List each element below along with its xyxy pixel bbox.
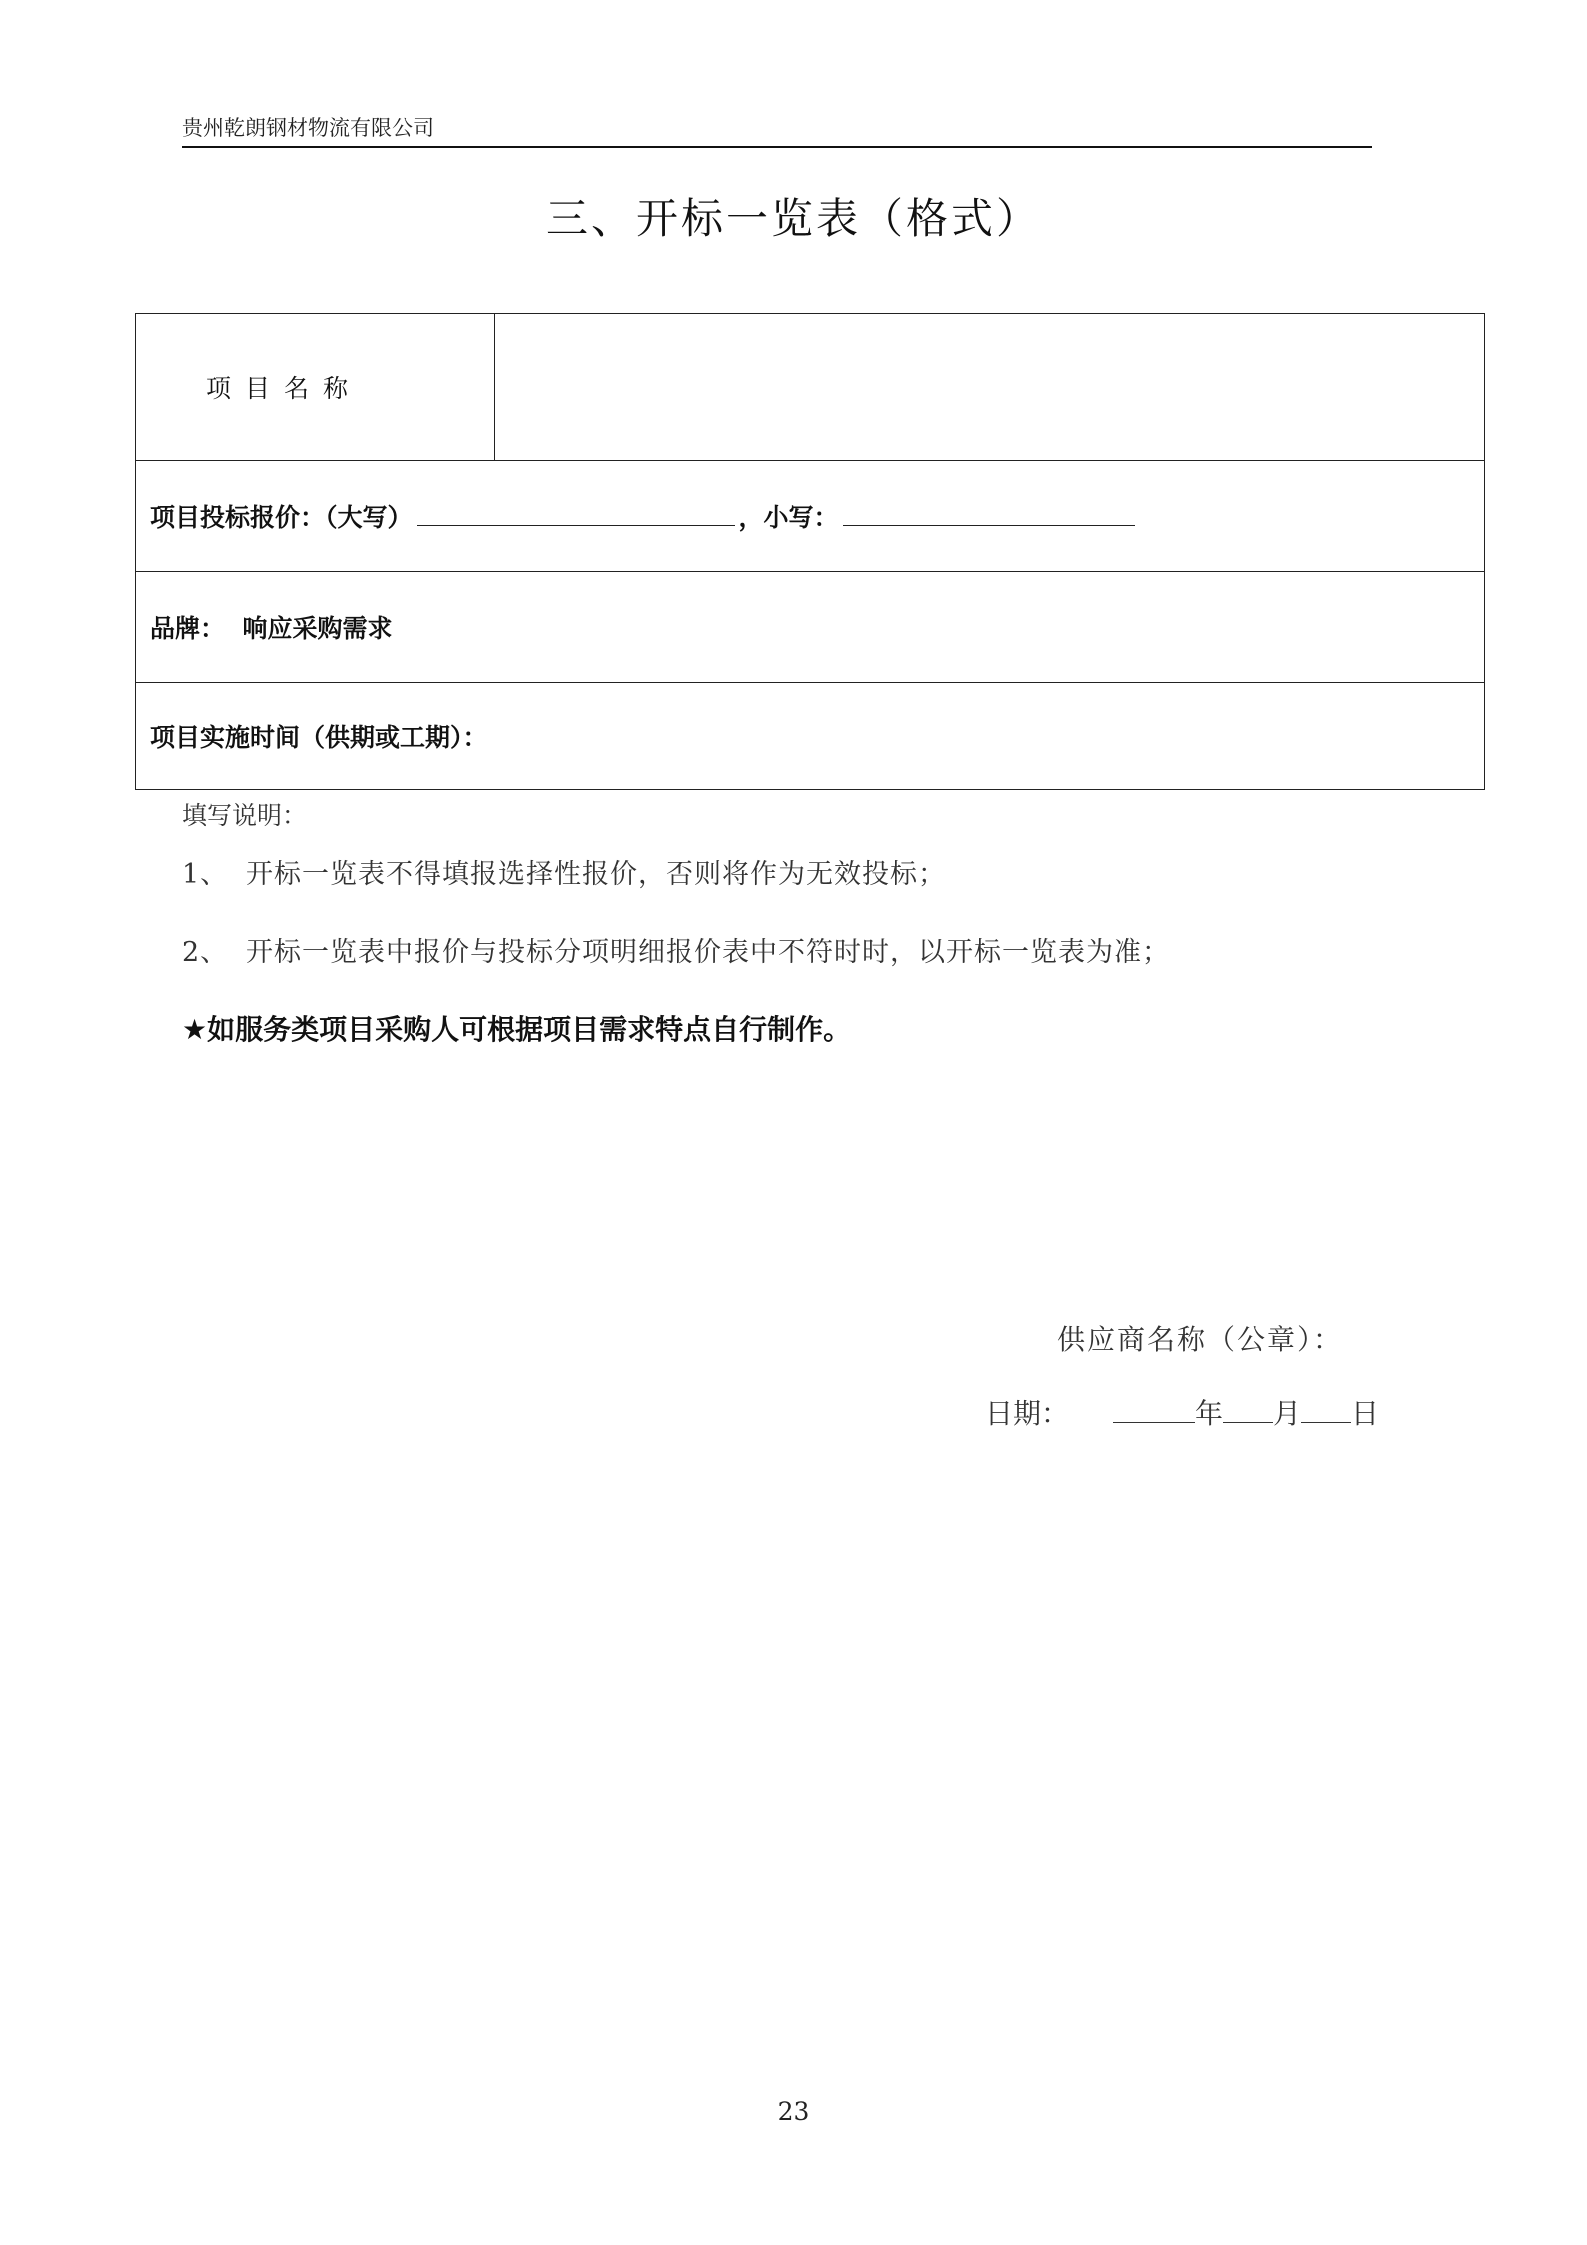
- bid-price-label: 项目投标报价：（大写）: [150, 503, 413, 532]
- bid-price-lowercase-label: ，小写：: [738, 503, 839, 532]
- project-name-input-cell[interactable]: [495, 314, 1485, 461]
- signature-date: [985, 1392, 1379, 1432]
- page-title: 三、开标一览表（格式）: [545, 194, 1041, 243]
- project-name-label-cell: [136, 314, 495, 461]
- note-item-2: [182, 930, 1170, 969]
- schedule-label: 项目实施时间（供期或工期）：: [150, 723, 488, 752]
- year-blank[interactable]: [1113, 1396, 1195, 1423]
- supplier-name-seal-label: 供应商名称（公章）：: [1057, 1323, 1344, 1356]
- note-item-1-text: 开标一览表不得填报选择性报价，否则将作为无效投标；: [246, 859, 946, 890]
- day-blank[interactable]: [1301, 1396, 1351, 1423]
- brand-value: 响应采购需求: [242, 614, 393, 643]
- table-row-schedule: [136, 683, 1485, 790]
- month-blank[interactable]: [1223, 1396, 1273, 1423]
- page-number: 23: [777, 2097, 810, 2126]
- bid-price-uppercase-blank[interactable]: [417, 499, 735, 526]
- table-row-project-name: [136, 314, 1485, 461]
- brand-cell: [136, 572, 1485, 683]
- day-label: 日: [1351, 1397, 1380, 1430]
- year-label: 年: [1195, 1397, 1224, 1430]
- notes-title: 填写说明：: [182, 801, 308, 830]
- header-divider: [182, 146, 1372, 148]
- project-name-label: 项目名称: [206, 374, 363, 403]
- table-row-brand: [136, 572, 1485, 683]
- month-label: 月: [1273, 1397, 1302, 1430]
- star-note: ★如服务类项目采购人可根据项目需求特点自行制作。: [182, 1013, 852, 1046]
- bid-price-lowercase-blank[interactable]: [843, 499, 1135, 526]
- note-item-2-number: 2、: [182, 937, 229, 968]
- bid-opening-form-table: [135, 313, 1485, 790]
- note-item-1: [182, 852, 946, 891]
- table-row-bid-price: [136, 461, 1485, 572]
- schedule-cell[interactable]: [136, 683, 1485, 790]
- date-label: 日期：: [985, 1397, 1070, 1430]
- bid-price-cell: [136, 461, 1485, 572]
- note-item-1-number: 1、: [182, 859, 229, 890]
- brand-label: 品牌：: [150, 614, 226, 643]
- note-item-2-text: 开标一览表中报价与投标分项明细报价表中不符时时，以开标一览表为准；: [246, 937, 1170, 968]
- header-company-name: 贵州乾朗钢材物流有限公司: [182, 116, 434, 140]
